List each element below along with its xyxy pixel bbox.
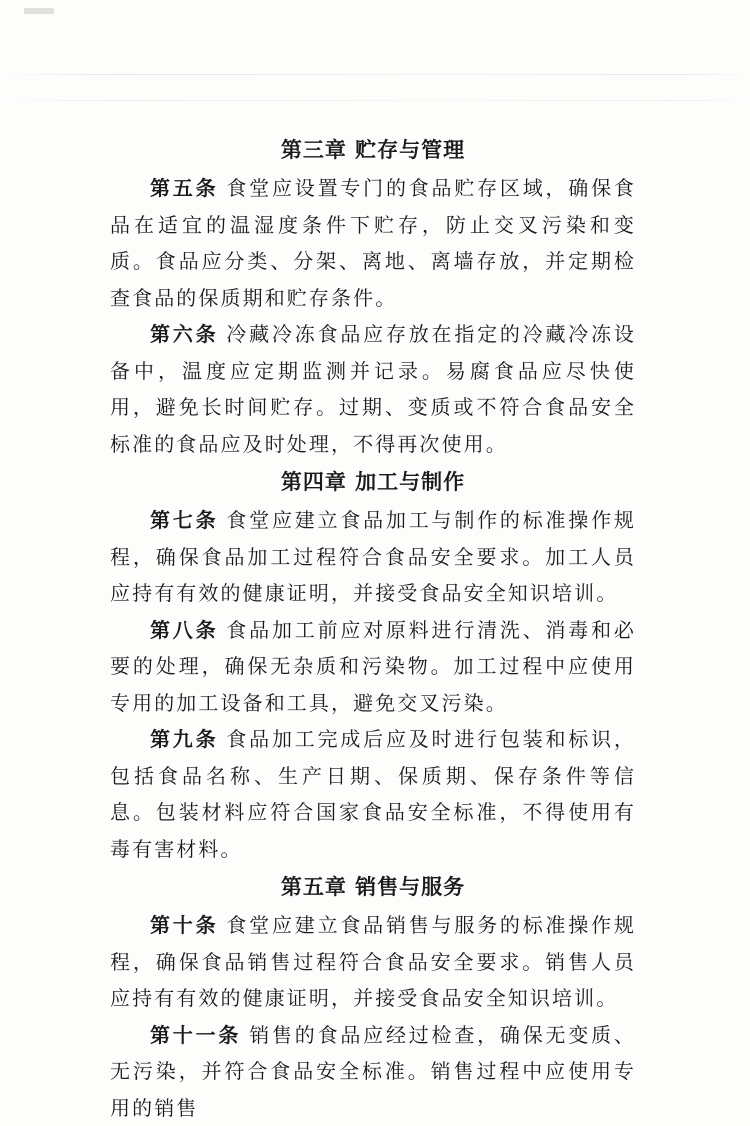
article-text: 食堂应建立食品加工与制作的标准操作规程，确保食品加工过程符合食品安全要求。加工人员应持有有效的健康证明，并接受食品安全知识培训。 bbox=[110, 508, 636, 605]
article-text: 冷藏冷冻食品应存放在指定的冷藏冷冻设备中，温度应定期监测并记录。易腐食品应尽快使用，避免长时间贮存。过期、变质或不符合食品安全标准的食品应及时处理，不得再次使用。 bbox=[110, 322, 636, 456]
scan-line bbox=[0, 100, 750, 101]
article-9 bbox=[110, 721, 636, 867]
article-text: 食品加工前应对原料进行清洗、消毒和必要的处理，确保无杂质和污染物。加工过程中应使用专用的加工设备和工具，避免交叉污染。 bbox=[110, 618, 636, 715]
document-body bbox=[110, 130, 636, 1126]
article-number: 第八条 bbox=[150, 618, 218, 642]
article-number: 第六条 bbox=[150, 322, 218, 346]
article-10 bbox=[110, 907, 636, 1017]
article-text: 食品加工完成后应及时进行包装和标识，包括食品名称、生产日期、保质期、保存条件等信息。包装材料应符合国家食品安全标准，不得使用有毒有害材料。 bbox=[110, 727, 636, 861]
article-number: 第九条 bbox=[150, 727, 218, 751]
article-number: 第五条 bbox=[150, 176, 218, 200]
scan-artifact bbox=[24, 8, 54, 14]
article-6 bbox=[110, 316, 636, 462]
article-text: 食堂应建立食品销售与服务的标准操作规程，确保食品销售过程符合食品安全要求。销售人员应持有有效的健康证明，并接受食品安全知识培训。 bbox=[110, 913, 636, 1010]
scan-line bbox=[0, 74, 750, 75]
article-text: 销售的食品应经过检查，确保无变质、无污染，并符合食品安全标准。销售过程中应使用专用的销售 bbox=[110, 1023, 636, 1120]
article-text: 食堂应设置专门的食品贮存区域，确保食品在适宜的温湿度条件下贮存，防止交叉污染和变质。食品应分类、分架、离地、离墙存放，并定期检查食品的保质期和贮存条件。 bbox=[110, 176, 636, 310]
article-number: 第十条 bbox=[150, 913, 218, 937]
chapter-heading: 第四章 加工与制作 bbox=[110, 462, 636, 502]
article-8 bbox=[110, 612, 636, 722]
article-number: 第十一条 bbox=[150, 1023, 241, 1047]
chapter-heading: 第五章 销售与服务 bbox=[110, 867, 636, 907]
article-5 bbox=[110, 170, 636, 316]
article-11 bbox=[110, 1017, 636, 1126]
chapter-heading: 第三章 贮存与管理 bbox=[110, 130, 636, 170]
article-7 bbox=[110, 502, 636, 612]
article-number: 第七条 bbox=[150, 508, 218, 532]
